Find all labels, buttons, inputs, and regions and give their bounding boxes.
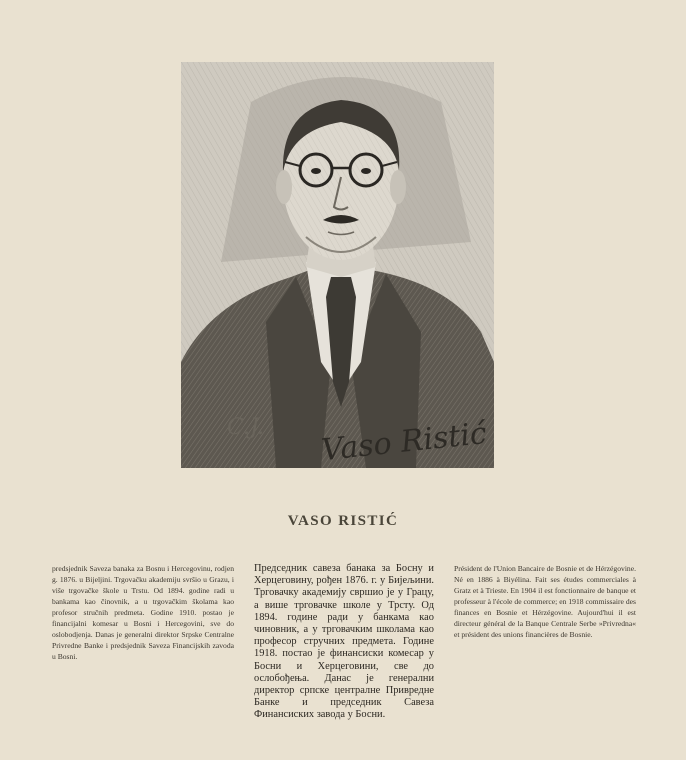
bio-text-latin: predsjednik Saveza banaka za Bosnu i Hercegovinu, rodjen g. 1876. u Bijeljini. Trgovačku akademiju svršio u Grazu, i više trgovačke škole u Trstu. Od 1894. godine radi u bankama kao činovnik, a u trgovačkim školama kao profesor stručnih predmeta. Godine 1910. postao je financijalni komesar u Bosni i Hercegovini, sve do oslobodjenja. Danas je generalni direktor Srpske Centralne Privredne Banke i predsjednik Saveza Financijskih zavoda u Bosni. [52, 564, 234, 661]
portrait-drawing [181, 62, 494, 468]
bio-column-serbian-cyrillic [254, 563, 434, 722]
subject-name: VASO RISTIĆ [287, 513, 399, 529]
signature: Vaso Ristić [319, 416, 489, 468]
bio-column-serbian-latin [52, 563, 234, 662]
artist-monogram: C.J. [227, 415, 265, 440]
bio-column-french [454, 563, 636, 640]
bio-text-french: Président de l'Union Bancaire de Bosnie et de Hérzégovine. Né en 1886 à Biyélina. Fait ses études commerciales à Gratz et à Trieste. En 1904 il est fonctionnaire de banque et professeur à l'école de commerce; en 1918 commissaire des finances en Bosnie et Hérzégovine. Aujourd'hui il est directeur général de la Banque Centrale Serbe »Privredna« et président des unions financières de Bosnie. [454, 564, 636, 639]
bio-text-cyrillic: Председник савеза банака за Босну и Херцеговину, рођен 1876. г. у Бијељини. Трговачку академију свршио је у Грацу, а више трговачке школе у Трсту. Од 1894. године ради у банкама као чиновник, а у трговачким школама као професор стручних предмета. Године 1918. постао је финансиски комесар у Босни и Херцеговини, све до ослобођења. Данас је генерални директор српске централне Привредне Банке и председник Савеза Финансиских завода у Босни. [254, 563, 434, 721]
portrait-sketch [181, 62, 494, 468]
